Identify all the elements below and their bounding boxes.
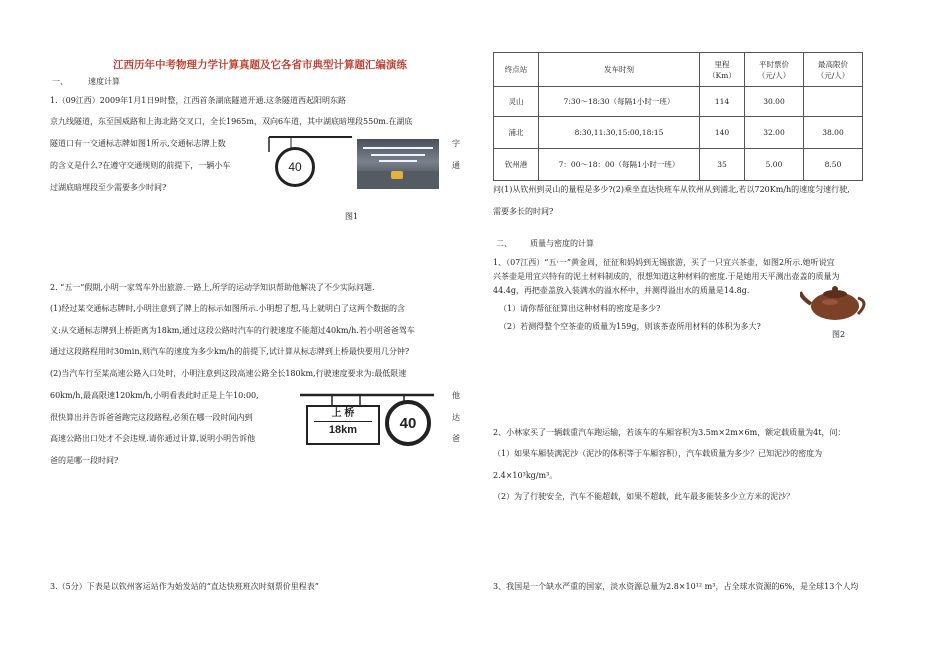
- page-title: 江西历年中考物理力学计算真题及它各省市典型计算题汇编演练: [113, 59, 407, 71]
- q2-line-1: 2. “五一”假期,小明一家驾车外出旅游.一路上,所学的运动学知识帮助他解决了不少实际问题.: [50, 283, 375, 292]
- p1-line-1: 1、（07江西）“五·一”黄金周，征征和妈妈到无锡旅游，买了一只宜兴茶壶，如图2所示.她听说宜: [493, 258, 835, 267]
- q1-line-3-tail: 字: [452, 139, 460, 148]
- fare-table: [493, 52, 863, 181]
- cell-max: 8.50: [804, 149, 863, 181]
- section-1-number: 一、: [52, 77, 68, 86]
- q1-line-2: 京九线隧道，东至国威路和上海北路交叉口，全长1965m，双向6车道，其中湖底暗埋段550m.在湖底: [50, 117, 413, 126]
- cell-km: 140: [700, 117, 745, 149]
- cell-time: 7：00～18：00（每隔1小时一班）: [539, 149, 700, 181]
- cell-time: 7:30～18:30（每隔1小时一班）: [539, 87, 700, 117]
- section-2-title: 质量与密度的计算: [530, 239, 594, 248]
- teapot-icon: [800, 282, 870, 324]
- cell-dest: 钦州港: [494, 149, 539, 181]
- q2-line-4: 通过这段路程用时30min,则汽车的速度为多少km/h的前提下,试计算从标志牌到上桥最快要用几分钟?: [50, 347, 410, 356]
- q2-line-5: (2)当汽车行至某高速公路入口处时，小明注意到这段高速公路全长180km,行驶速度要求为:最低限速: [50, 369, 407, 378]
- q3b-line-2: 需要多长的时间?: [493, 207, 554, 216]
- header-max-price: 最高限价 （元/人）: [804, 53, 863, 87]
- p1-line-3: 44.4g，再把壶盖放入装满水的溢水杯中，并测得溢出水的质量是14.8g.: [493, 286, 750, 295]
- section-1-title: 速度计算: [88, 77, 120, 86]
- table-row: [494, 87, 863, 117]
- table-row: [494, 149, 863, 181]
- cell-dest: 浦北: [494, 117, 539, 149]
- p3-line-1: 3、我国是一个缺水严重的国家，淡水资源总量为2.8×10¹² m³，占全球水资源的6%，是全球13个人均: [493, 582, 859, 591]
- q2-line-6: 60km/h,最高限速120km/h,小明看表此时正是上午10:00,: [50, 391, 259, 400]
- speed-limit-sign-2: 40: [385, 400, 431, 446]
- p1-line-4: （1）请你帮征征算出这种材料的密度是多少?: [499, 304, 661, 313]
- q2-line-9: 爸的是哪一段时间?: [50, 456, 119, 465]
- board-destination: 上 桥: [314, 407, 372, 422]
- q1-line-3: 隧道口有一交通标志牌如图1所示,交通标志牌上数: [50, 139, 226, 148]
- figure-2-caption: 图2: [832, 330, 846, 339]
- header-departure: 发车时刻: [539, 53, 700, 87]
- q3-line-1: 3.（5分）下表是以钦州客运站作为始发站的“直达快班班次时刻票价里程表”: [50, 582, 319, 591]
- speed-limit-sign: 40: [275, 147, 315, 187]
- cell-time: 8:30,11:30,15:00,18:15: [539, 117, 700, 149]
- p2-line-1: 2、小林家买了一辆载重汽车跑运输，若该车的车厢容积为3.5m×2m×6m，额定载质量为4t，问：: [493, 428, 846, 437]
- header-price: 平时票价 （元/人）: [745, 53, 804, 87]
- q2-line-7-tail: 达: [452, 413, 460, 422]
- q1-line-4: 的含义是什么?在遵守交通规则的前提下，一辆小车: [50, 161, 231, 170]
- board-distance: 18km: [328, 424, 358, 436]
- q1-line-5: 过湖底暗埋段至少需要多少时间?: [50, 183, 167, 192]
- cell-dest: 灵山: [494, 87, 539, 117]
- table-row: [494, 117, 863, 149]
- cell-km: 114: [700, 87, 745, 117]
- q3b-line-1: 问(1)从钦州到灵山的量程是多少?(2)乘坐直达快班车从钦州从到浦北,若以720Km/h的速度匀速行驶,: [493, 185, 850, 194]
- cell-price: 5.00: [745, 149, 804, 181]
- q1-line-1: 1.（09江西）2009年1月1日9时整，江西首条湖底隧道开通.这条隧道西起阳明东路: [50, 96, 346, 105]
- p1-line-5: （2）若测得整个空茶壶的质量为159g，则该茶壶所用材料的体积为多大?: [499, 322, 761, 331]
- p2-line-4: （2）为了行驶安全，汽车不能超载，如果不超载，此车最多能装多少立方米的泥沙？: [493, 492, 795, 501]
- q1-line-4-tail: 通: [452, 161, 460, 170]
- q2-line-8: 高速公路出口处才不会违规.请你通过计算,说明小明告诉他: [50, 434, 256, 443]
- section-2-number: 二、: [496, 239, 512, 248]
- p2-line-3: 2.4×10³kg/m³。: [493, 471, 558, 480]
- header-destination: 终点站: [494, 53, 539, 87]
- cell-price: 30.00: [745, 87, 804, 117]
- cell-max: [804, 87, 863, 117]
- road-sign-board: [306, 405, 380, 445]
- q2-line-7: 很快算出并告诉爸爸跑完这段路程,必须在哪一段时间内到: [50, 413, 253, 422]
- header-distance: 里程 （Km）: [700, 53, 745, 87]
- q2-line-3: 义:从交通标志牌到上桥距离为18km,通过这段公路时汽车的行驶速度不能超过40km/h.若小明爸爸驾车: [50, 326, 415, 335]
- p2-line-2: （1）如果车厢装满泥沙（泥沙的体积等于车厢容积），汽车载质量为多少？已知泥沙的密度为: [493, 449, 823, 458]
- q2-line-6-tail: 他: [452, 391, 460, 400]
- tunnel-photo: [357, 139, 439, 189]
- figure-1-caption: 图1: [345, 212, 359, 221]
- cell-max: 38.00: [804, 117, 863, 149]
- cell-km: 35: [700, 149, 745, 181]
- q2-line-8-tail: 爸: [452, 434, 460, 443]
- p1-line-2: 兴茶壶是用宜兴特有的泥土材料制成的，很想知道这种材料的密度.于是她用天平测出壶盖的质量为: [493, 272, 840, 281]
- q2-line-2: (1)经过某交通标志牌时,小明注意到了牌上的标示如图所示.小明想了想,马上就明白了这两个数据的含: [50, 304, 405, 313]
- cell-price: 32.00: [745, 117, 804, 149]
- car-icon: [391, 171, 403, 179]
